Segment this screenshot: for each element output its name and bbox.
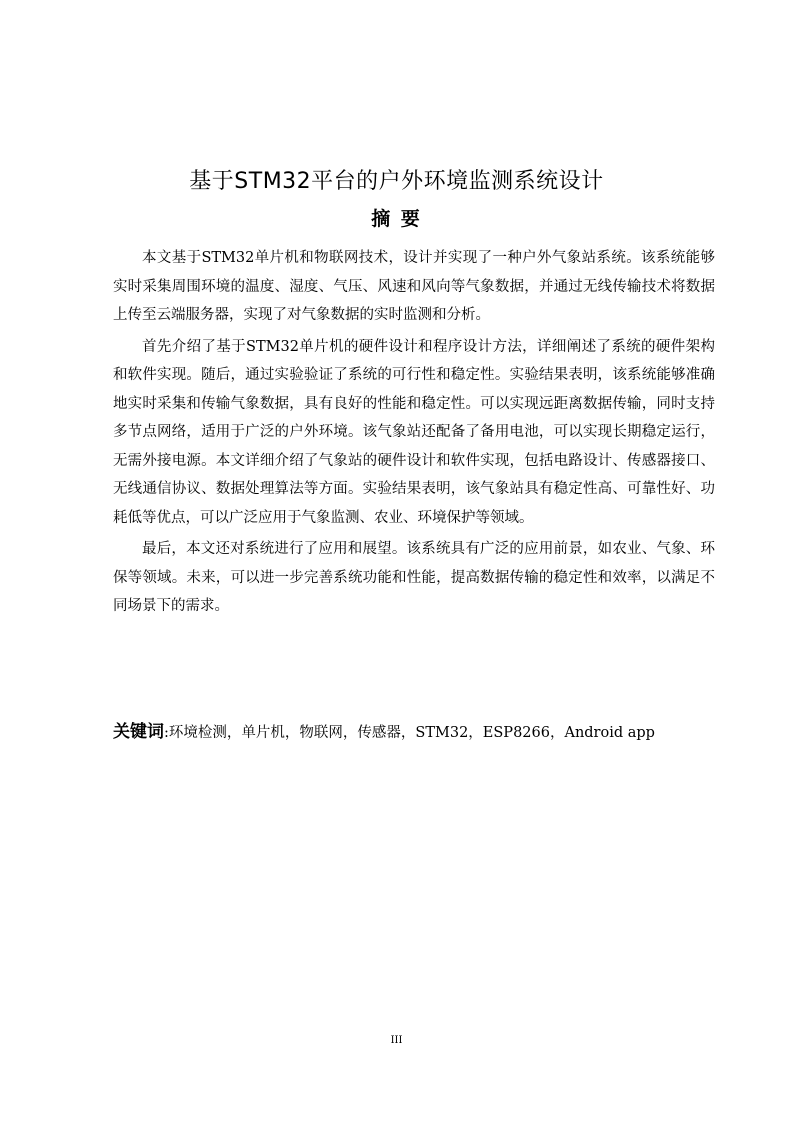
abstract-paragraph-3: 最后，本文还对系统进行了应用和展望。该系统具有广泛的应用前景，如农业、气象、环保等领域。未来，可以进一步完善系统功能和性能，提高数据传输的稳定性和效率，以满足不同场景下的需求。 (113, 541, 715, 614)
abstract-paragraph-1: 本文基于STM32单片机和物联网技术，设计并实现了一种户外气象站系统。该系统能够实时采集周围环境的温度、湿度、气压、风速和风向等气象数据，并通过无线传输技术将数据上传至云端服务器，实现了对气象数据的实时监测和分析。 (113, 250, 715, 323)
keywords-separator: : (164, 725, 169, 741)
page-number: III (390, 1035, 403, 1046)
abstract-paragraph-2: 首先介绍了基于STM32单片机的硬件设计和程序设计方法，详细阐述了系统的硬件架构和软件实现。随后，通过实验验证了系统的可行性和稳定性。实验结果表明，该系统能够准确地实时采集和传输气象数据，具有良好的性能和稳定性。可以实现远距离数据传输，同时支持多节点网络，适用于广泛的户外环境。该气象站还配备了备用电池，可以实现长期稳定运行，无需外接电源。本文详细介绍了气象站的硬件设计和软件实现，包括电路设计、传感器接口、无线通信协议、数据处理算法等方面。实验结果表明，该气象站具有稳定性高、可靠性好、功耗低等优点，可以广泛应用于气象监测、农业、环境保护等领域。 (113, 338, 715, 526)
abstract-body (113, 244, 715, 624)
document-title: 基于STM32平台的户外环境监测系统设计 (189, 169, 604, 194)
keywords-label: 关键词 (113, 722, 164, 742)
abstract-heading: 摘 要 (371, 208, 422, 230)
keywords-list: 环境检测，单片机，物联网，传感器，STM32，ESP8266，Android app (168, 725, 655, 741)
keywords-line (113, 718, 715, 747)
